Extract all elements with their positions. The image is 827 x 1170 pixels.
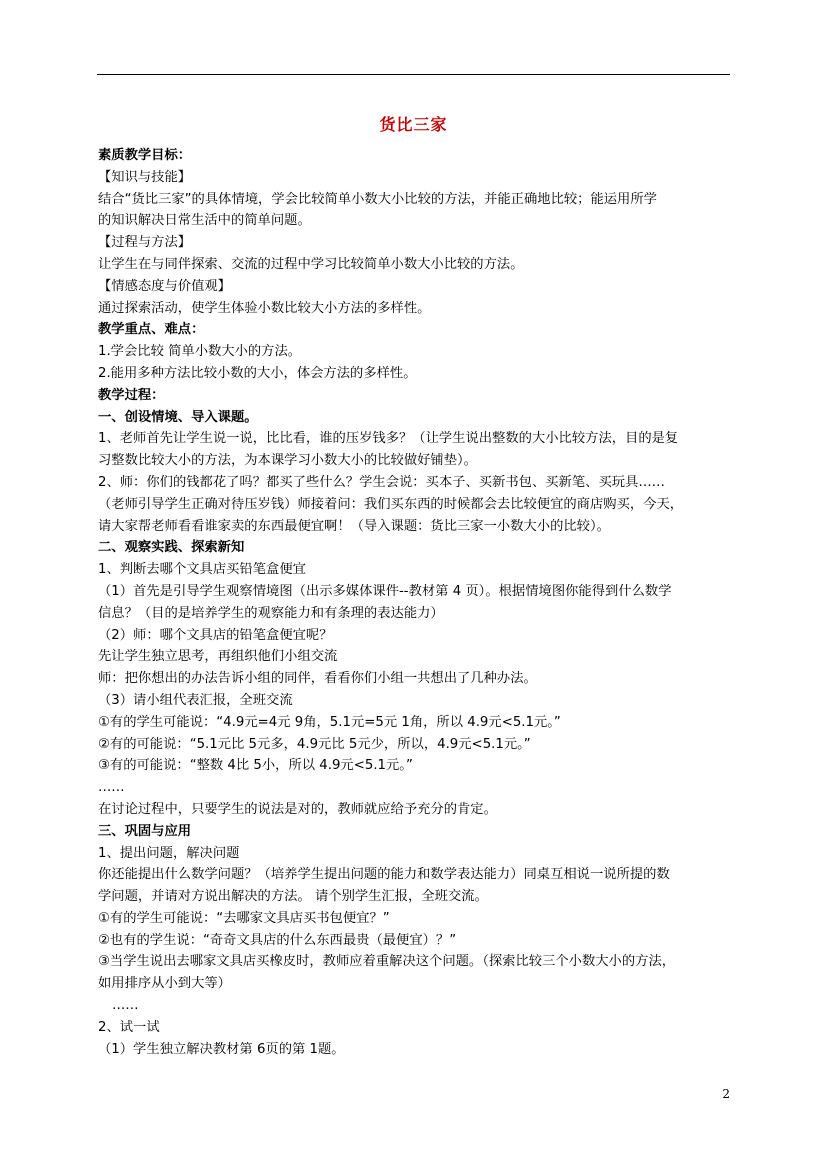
paragraph-line: …… <box>112 998 139 1014</box>
section-heading: 三、巩固与应用 <box>98 823 192 839</box>
paragraph-line: ②也有的学生说：“奇奇文具店的什么东西最贵（最便宜）？” <box>98 932 457 948</box>
section-heading: 素质教学目标： <box>98 148 192 163</box>
paragraph-line: ③有的可能说：“整数 4比 5小，所以 4.9元<5.1元。” <box>98 758 413 774</box>
section-heading: 教学过程： <box>98 387 165 403</box>
document-title: 货比三家 <box>379 115 448 134</box>
header-rule <box>97 74 730 75</box>
paragraph-line: 让学生在与同伴探索、交流的过程中学习比较简单小数大小比较的方法。 <box>98 256 524 272</box>
paragraph-line: ①有的学生可能说：“去哪家文具店买书包便宜？” <box>98 910 390 926</box>
paragraph-line: 师：把你想出的办法告诉小组的同伴，看看你们小组一共想出了几种办法。 <box>98 671 537 687</box>
paragraph-line: 1.学会比较 简单小数大小的方法。 <box>98 344 302 360</box>
paragraph-line: 先让学生独立思考，再组织他们小组交流 <box>98 649 338 665</box>
paragraph-line: 1、老师首先让学生说一说，比比看，谁的压岁钱多？（让学生说出整数的大小比较方法，目的是复 <box>98 431 679 447</box>
paragraph-line: （1）学生独立解决教材第 6页的第 1题。 <box>98 1041 345 1057</box>
paragraph-line: 通过探索活动，使学生体验小数比较大小方法的多样性。 <box>98 300 431 316</box>
paragraph-line: 如用排序从小到大等） <box>98 976 231 992</box>
paragraph-line: 你还能提出什么数学问题？（培养学生提出问题的能力和数学表达能力）同桌互相说一说所提的数 <box>98 867 670 883</box>
paragraph-line: 信息？（目的是培养学生的观察能力和有条理的表达能力） <box>98 605 444 621</box>
section-heading: 教学重点、难点： <box>98 322 205 338</box>
paragraph-line: 习整数比较大小的方法，为本课学习小数大小的比较做好铺垫）。 <box>98 453 477 469</box>
paragraph-line: ③当学生说出去哪家文具店买橡皮时，教师应着重解决这个问题。（探索比较三个小数大小的方法， <box>98 954 676 970</box>
paragraph-line: ②有的可能说：“5.1元比 5元多，4.9元比 5元少，所以，4.9元<5.1元。” <box>98 736 531 752</box>
paragraph-line: 【情感态度与价值观】 <box>98 278 231 294</box>
paragraph-line: 结合“货比三家”的具体情境，学会比较简单小数大小比较的方法，并能正确地比较；能运用所学 <box>98 191 657 207</box>
paragraph-line: （2）师：哪个文具店的铅笔盒便宜呢？ <box>98 627 333 643</box>
page-number: 2 <box>722 1087 730 1101</box>
paragraph-line: 2、师：你们的钱都花了吗？都买了些什么？学生会说：买本子、买新书包、买新笔、买玩具…… <box>98 474 665 490</box>
paragraph-line: 1、提出问题，解决问题 <box>98 845 240 861</box>
paragraph-line: 2.能用多种方法比较小数的大小，体会方法的多样性。 <box>98 365 417 381</box>
document-body <box>98 145 730 1060</box>
paragraph-line: 在讨论过程中，只要学生的说法是对的，教师就应给予充分的肯定。 <box>98 801 497 817</box>
paragraph-line: （1）首先是引导学生观察情境图（出示多媒体课件--教材第 4 页）。根据情境图你能得到什么数学 <box>98 583 672 599</box>
paragraph-line: 【过程与方法】 <box>98 235 192 251</box>
paragraph-line: 请大家帮老师看看谁家卖的东西最便宜啊！（导入课题：货比三家一小数大小的比较）。 <box>98 518 610 534</box>
paragraph-line: （3）请小组代表汇报，全班交流 <box>98 692 293 708</box>
section-heading: 二、观察实践、探索新知 <box>98 540 245 556</box>
paragraph-line: （老师引导学生正确对待压岁钱）师接着问：我们买东西的时候都会去比较便宜的商店购买，今天， <box>98 496 684 512</box>
paragraph-line: …… <box>98 780 125 796</box>
paragraph-line: 2、试一试 <box>98 1019 160 1035</box>
paragraph-line: ①有的学生可能说：“4.9元=4元 9角，5.1元=5元 1角，所以 4.9元<5.1元。” <box>98 714 561 730</box>
paragraph-line: 的知识解决日常生活中的简单问题。 <box>98 213 311 229</box>
section-heading: 一、创设情境、导入课题。 <box>98 409 258 425</box>
paragraph-line: 1、判断去哪个文具店买铅笔盒便宜 <box>98 562 306 578</box>
paragraph-line: 【知识与技能】 <box>98 169 192 185</box>
paragraph-line: 学问题，并请对方说出解决的方法。 请个别学生汇报，全班交流。 <box>98 889 488 905</box>
